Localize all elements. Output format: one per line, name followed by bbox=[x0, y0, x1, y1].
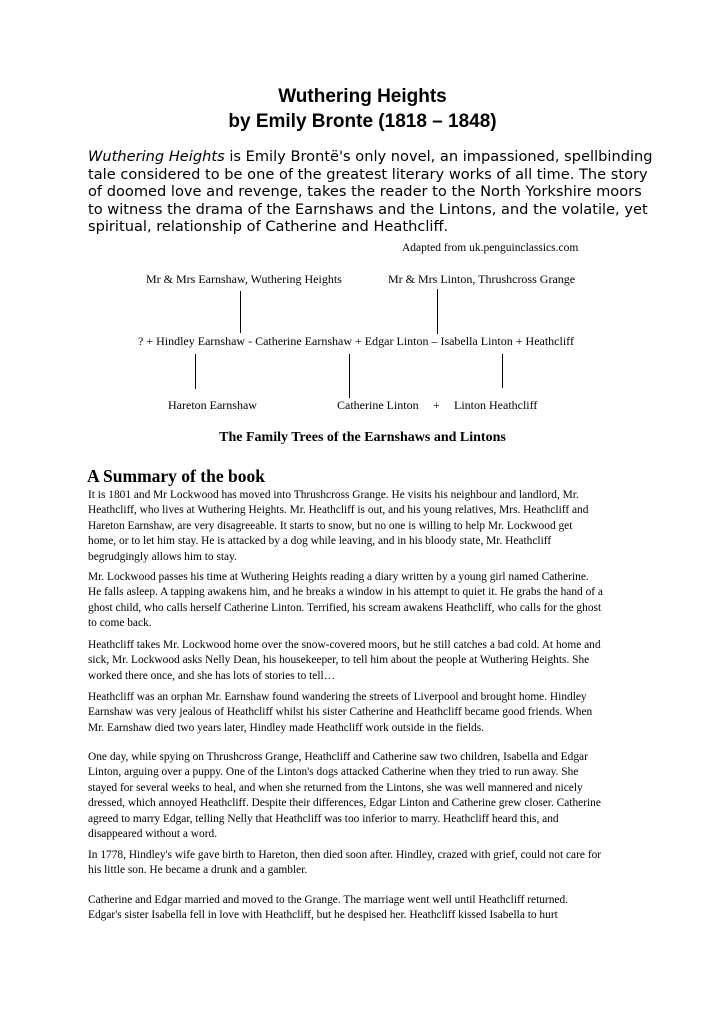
linton-parents: Mr & Mrs Linton, Thrushcross Grange bbox=[388, 272, 576, 286]
source-credit: Adapted from uk.penguinclassics.com bbox=[402, 242, 579, 254]
intro-line: tale considered to be one of the greatest literary works of all time. The story bbox=[88, 165, 648, 183]
intro-line bbox=[88, 148, 653, 166]
summary-paragraph bbox=[88, 750, 648, 842]
summary-line: In 1778, Hindley's wife gave birth to Hareton, then died soon after. Hindley, crazed with grief, could not care for bbox=[88, 849, 602, 861]
summary-line: disappeared without a word. bbox=[88, 827, 218, 840]
linton-heathcliff-connector bbox=[502, 354, 503, 388]
family-tree-caption: The Family Trees of the Earnshaws and Lintons bbox=[219, 430, 506, 445]
intro-line-rest: is Emily Brontë's only novel, an impassioned, spellbinding bbox=[224, 148, 653, 165]
summary-line: agreed to marry Edgar, telling Nelly that Heathcliff was too inferior to marry. Heathcliff heard this, and bbox=[88, 812, 559, 825]
summary-line: home, or to let him stay. He is attacked by a dog while leaving, and in his bloody state, Mr. Heathcliff bbox=[88, 535, 552, 548]
summary-line: ghost child, who calls herself Catherine Linton. Terrified, his scream awakens Heathcliff, who calls for the ghost bbox=[88, 601, 602, 614]
summary-line: Mr. Lockwood passes his time at Wuthering Heights reading a diary written by a young girl named Catherine. bbox=[88, 571, 589, 583]
summary-line: dressed, which annoyed Heathcliff. Despite their differences, Edgar Linton and Catherine grew closer. Catherine bbox=[88, 797, 601, 810]
intro-line: spiritual, relationship of Catherine and Heathcliff. bbox=[88, 218, 449, 236]
summary-paragraph bbox=[88, 570, 648, 632]
summary-line: One day, while spying on Thrushcross Grange, Heathcliff and Catherine saw two children, Isabella and Edgar bbox=[88, 751, 588, 763]
summary-line: Hareton Earnshaw, are very disagreeable. It starts to snow, but no one is willing to help Mr. Lockwood get bbox=[88, 519, 573, 532]
linton-heathcliff: Linton Heathcliff bbox=[454, 398, 538, 412]
catherine-linton: Catherine Linton bbox=[337, 398, 419, 412]
linton-parents-connector bbox=[437, 289, 438, 334]
summary-line: Earnshaw was very jealous of Heathcliff whilst his sister Catherine and Heathcliff became good friends. When bbox=[88, 706, 593, 719]
intro-paragraph bbox=[88, 148, 653, 236]
hareton-earnshaw: Hareton Earnshaw bbox=[168, 398, 257, 412]
hareton-connector bbox=[195, 354, 196, 389]
summary-line: Catherine and Edgar married and moved to the Grange. The marriage went well until Heathcliff returned. bbox=[88, 894, 569, 906]
summary-paragraph bbox=[88, 848, 648, 879]
summary-line: to come back. bbox=[88, 617, 152, 630]
summary-line: Edgar's sister Isabella fell in love with Heathcliff, but he despised her. Heathcliff kissed Isabella to hurt bbox=[88, 909, 558, 922]
summary-line: Linton, arguing over a puppy. One of the Linton's dogs attacked Catherine when they tried to run away. She bbox=[88, 766, 579, 779]
summary-line: stayed for several weeks to heal, and when she returned from the Lintons, she was well mannered and nicely bbox=[88, 781, 583, 794]
summary-line: his little son. He became a drunk and a gambler. bbox=[88, 864, 308, 877]
summary-line: Heathcliff, who lives at Wuthering Heights. Mr. Heathcliff is out, and his young relatives, Mrs. Heathcliff and bbox=[88, 504, 589, 517]
title-line-2: by Emily Bronte (1818 – 1848) bbox=[228, 111, 497, 132]
summary-heading: A Summary of the book bbox=[87, 466, 265, 486]
intro-line: of doomed love and revenge, takes the reader to the North Yorkshire moors bbox=[88, 183, 642, 201]
summary-paragraph bbox=[88, 638, 648, 684]
novel-title-italic: Wuthering Heights bbox=[88, 148, 225, 165]
summary-line: Mr. Earnshaw died two years later, Hindley made Heathcliff work outside in the fields. bbox=[88, 721, 484, 734]
earnshaw-parents-connector bbox=[240, 291, 241, 333]
summary-paragraph bbox=[88, 488, 648, 565]
earnshaw-parents: Mr & Mrs Earnshaw, Wuthering Heights bbox=[146, 272, 342, 286]
middle-generation: ? + Hindley Earnshaw - Catherine Earnshaw + Edgar Linton – Isabella Linton + Heathcliff bbox=[138, 334, 574, 348]
summary-line: worked there once, and she has lots of stories to tell… bbox=[88, 669, 336, 682]
catherine-linton-connector bbox=[349, 354, 350, 398]
summary-paragraph bbox=[88, 893, 648, 924]
summary-paragraph bbox=[88, 690, 648, 736]
summary-line: It is 1801 and Mr Lockwood has moved into Thrushcross Grange. He visits his neighbour and landlord, Mr. bbox=[88, 489, 579, 501]
marriage-plus: + bbox=[433, 398, 440, 412]
summary-line: He falls asleep. A tapping awakens him, and he breaks a window in his attempt to quiet it. He grabs the hand of a bbox=[88, 586, 603, 599]
summary-line: Heathcliff was an orphan Mr. Earnshaw found wandering the streets of Liverpool and brought home. Hindley bbox=[88, 691, 587, 703]
title-line-1: Wuthering Heights bbox=[278, 86, 447, 107]
intro-line: to witness the drama of the Earnshaws and the Lintons, and the volatile, yet bbox=[88, 200, 648, 218]
summary-line: Heathcliff takes Mr. Lockwood home over the snow-covered moors, but he still catches a bad cold. At home and bbox=[88, 639, 601, 651]
summary-line: sick, Mr. Lockwood asks Nelly Dean, his housekeeper, to tell him about the people at Wuthering Heights. She bbox=[88, 654, 590, 667]
summary-line: begrudgingly allows him to stay. bbox=[88, 550, 237, 563]
